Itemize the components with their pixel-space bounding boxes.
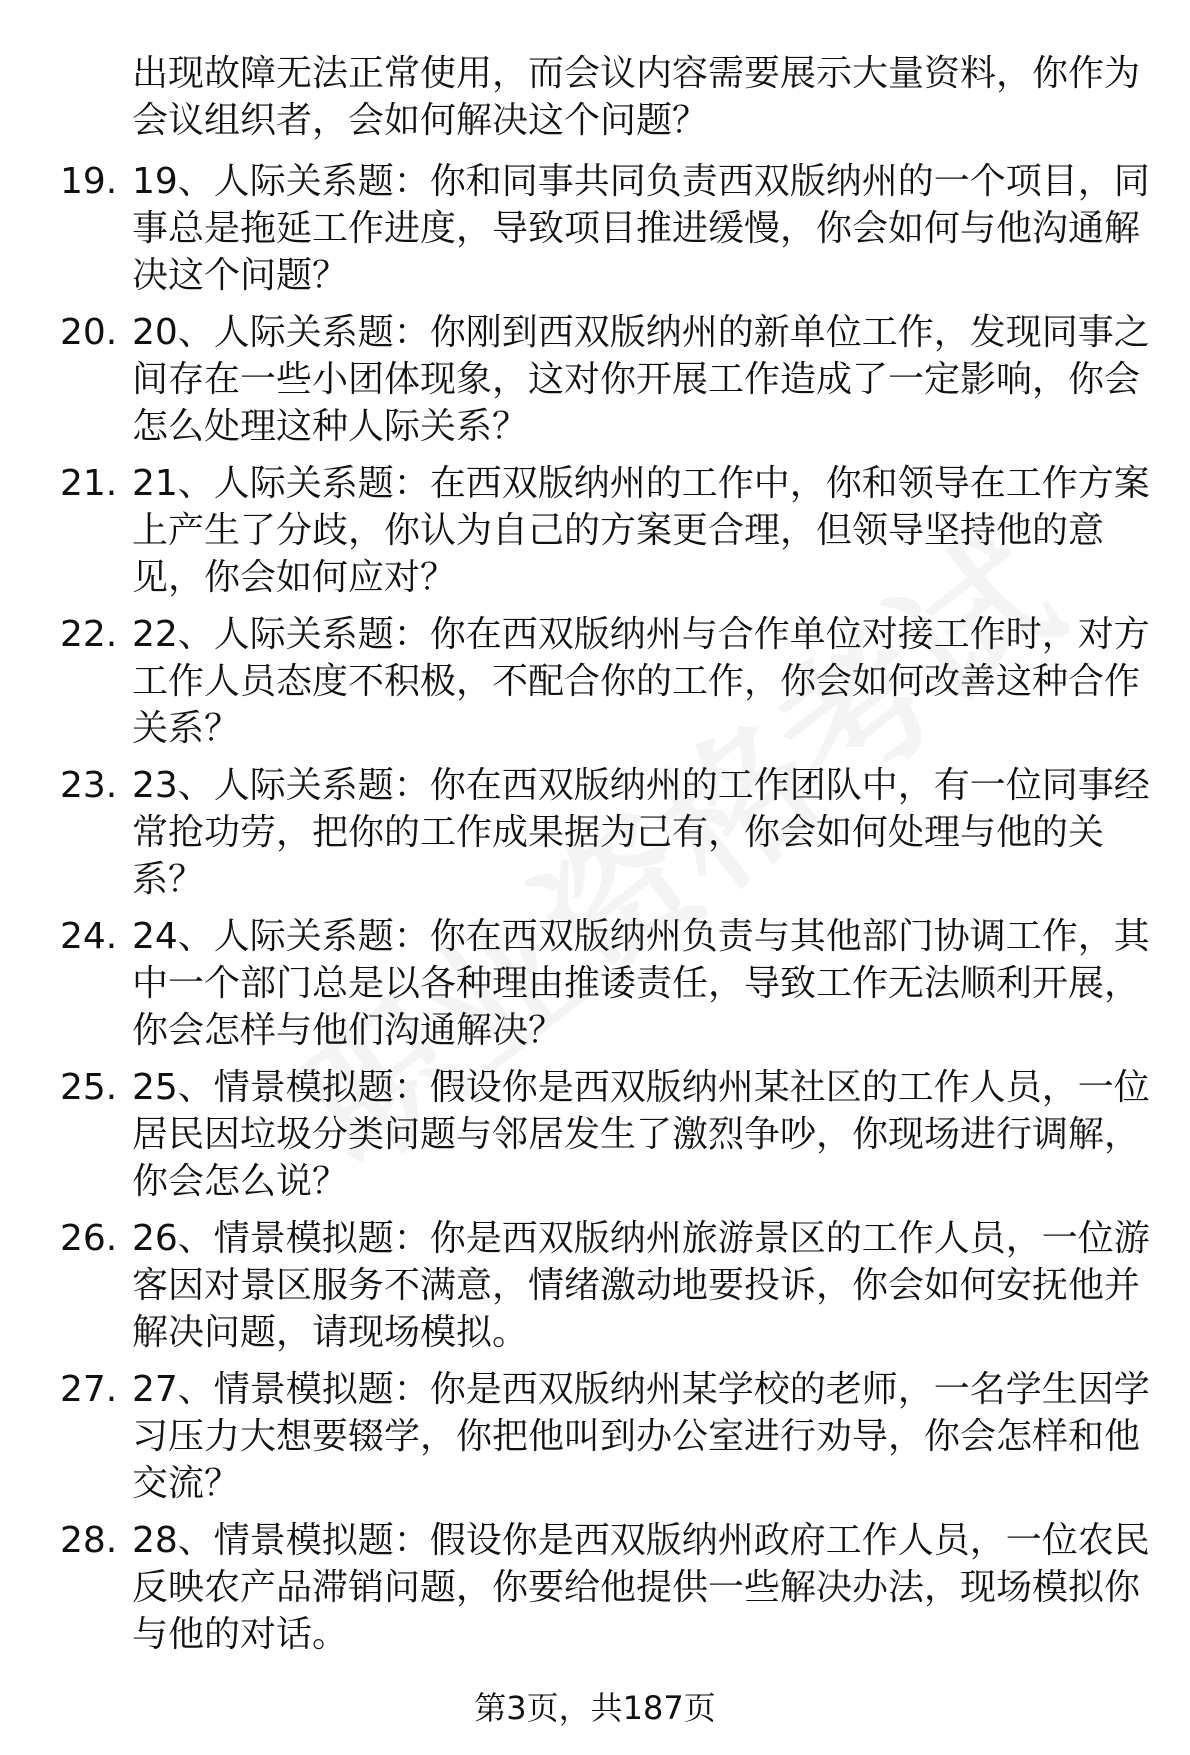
question-number: 24.	[60, 916, 118, 957]
question-number: 20.	[60, 312, 118, 353]
question-item	[0, 1366, 1190, 1507]
question-continuation: 出现故障无法正常使用，而会议内容需要展示大量资料，你作为会议组织者，会如何解决这个问题？	[132, 53, 1141, 141]
question-text: 24、人际关系题：你在西双版纳州负责与其他部门协调工作，其中一个部门总是以各种理由推诿责任，导致工作无法顺利开展，你会怎样与他们沟通解决？	[132, 916, 1150, 1051]
question-item	[0, 762, 1190, 903]
question-number: 22.	[60, 614, 118, 655]
question-list	[0, 158, 1190, 1668]
question-item	[0, 913, 1190, 1054]
question-text: 20、人际关系题：你刚到西双版纳州的新单位工作，发现同事之间存在一些小团体现象，这对你开展工作造成了一定影响，你会怎么处理这种人际关系？	[132, 312, 1150, 447]
question-number: 26.	[60, 1218, 118, 1259]
question-item	[0, 460, 1190, 601]
question-item	[0, 1517, 1190, 1658]
question-number: 25.	[60, 1067, 118, 1108]
question-number: 23.	[60, 765, 118, 806]
question-text: 27、情景模拟题：你是西双版纳州某学校的老师，一名学生因学习压力大想要辍学，你把他叫到办公室进行劝导，你会怎样和他交流？	[132, 1369, 1150, 1504]
question-item	[0, 611, 1190, 752]
question-text: 23、人际关系题：你在西双版纳州的工作团队中，有一位同事经常抢功劳，把你的工作成果据为己有，你会如何处理与他的关系？	[132, 765, 1150, 900]
question-number: 19.	[60, 161, 118, 202]
question-item	[0, 1064, 1190, 1205]
question-number: 21.	[60, 463, 118, 504]
question-text: 21、人际关系题：在西双版纳州的工作中，你和领导在工作方案上产生了分歧，你认为自己的方案更合理，但领导坚持他的意见，你会如何应对？	[132, 463, 1150, 598]
question-item	[0, 1215, 1190, 1356]
question-number: 27.	[60, 1369, 118, 1410]
question-item	[0, 309, 1190, 450]
question-number: 28.	[60, 1520, 118, 1561]
question-text: 22、人际关系题：你在西双版纳州与合作单位对接工作时，对方工作人员态度不积极，不配合你的工作，你会如何改善这种合作关系？	[132, 614, 1150, 749]
question-text: 26、情景模拟题：你是西双版纳州旅游景区的工作人员，一位游客因对景区服务不满意，情绪激动地要投诉，你会如何安抚他并解决问题，请现场模拟。	[132, 1218, 1150, 1353]
question-text: 25、情景模拟题：假设你是西双版纳州某社区的工作人员，一位居民因垃圾分类问题与邻居发生了激烈争吵，你现场进行调解，你会怎么说？	[132, 1067, 1150, 1202]
question-text: 19、人际关系题：你和同事共同负责西双版纳州的一个项目，同事总是拖延工作进度，导致项目推进缓慢，你会如何与他沟通解决这个问题？	[132, 161, 1150, 296]
question-item	[0, 158, 1190, 299]
page-footer: 第3页，共187页	[474, 1689, 716, 1727]
question-text: 28、情景模拟题：假设你是西双版纳州政府工作人员，一位农民反映农产品滞销问题，你要给他提供一些解决办法，现场模拟你与他的对话。	[132, 1520, 1150, 1655]
